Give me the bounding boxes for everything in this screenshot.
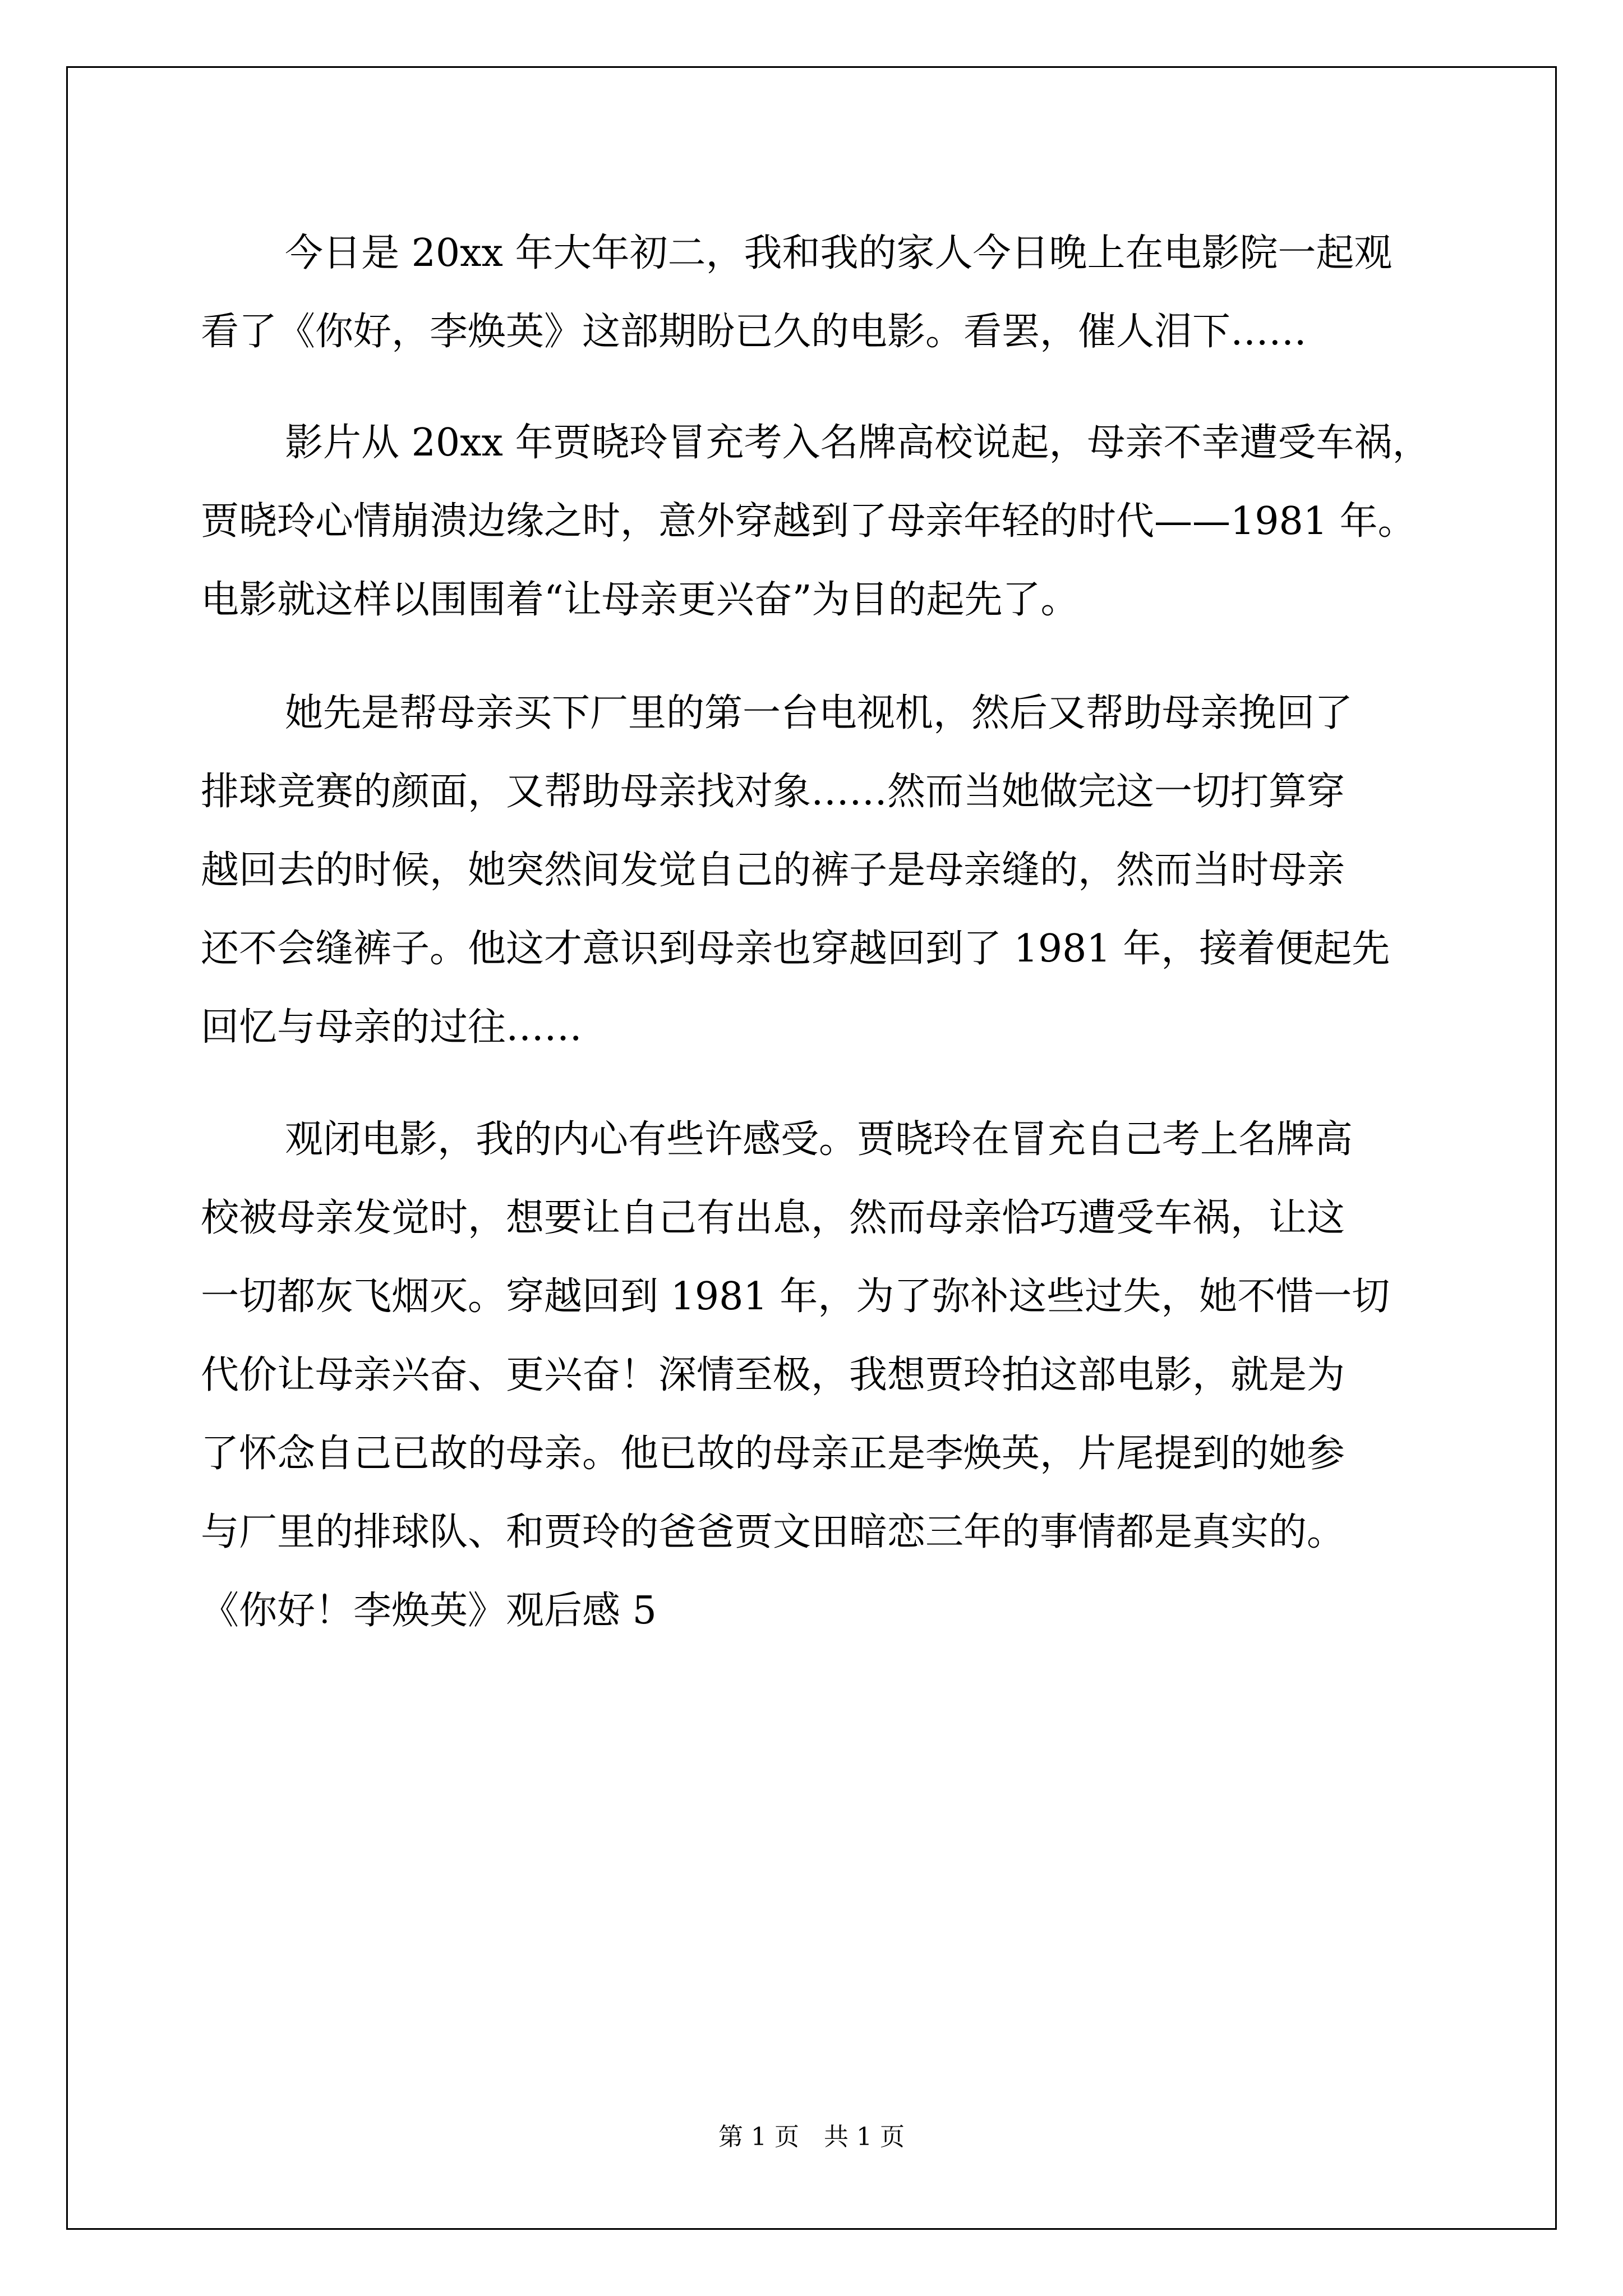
paragraph-3-line-4: 还不会缝裤子。他这才意识到母亲也穿越回到了 1981 年，接着便起先 — [201, 927, 1390, 971]
paragraph-1-line-2: 看了《你好，李焕英》这部期盼已久的电影。看罢，催人泪下…… — [201, 310, 1307, 354]
paragraph-4-line-5: 了怀念自己已故的母亲。他已故的母亲正是李焕英，片尾提到的她参 — [201, 1432, 1345, 1476]
paragraph-4-line-4: 代价让母亲兴奋、更兴奋！深情至极，我想贾玲拍这部电影，就是为 — [201, 1353, 1345, 1397]
paragraph-1-line-1: 今日是 20xx 年大年初二，我和我的家人今日晚上在电影院一起观 — [285, 231, 1393, 275]
paragraph-4-line-3: 一切都灰飞烟灭。穿越回到 1981 年，为了弥补这些过失，她不惜一切 — [201, 1274, 1390, 1319]
paragraph-4-line-6: 与厂里的排球队、和贾玲的爸爸贾文田暗恋三年的事情都是真实的。 — [201, 1510, 1345, 1554]
paragraph-3-line-3: 越回去的时候，她突然间发觉自己的裤子是母亲缝的，然而当时母亲 — [201, 848, 1345, 892]
paragraph-2-line-2: 贾晓玲心情崩溃边缘之时，意外穿越到了母亲年轻的时代——1981 年。 — [201, 499, 1416, 544]
paragraph-3-line-5: 回忆与母亲的过往…… — [201, 1005, 583, 1050]
paragraph-2-line-1: 影片从 20xx 年贾晓玲冒充考入名牌高校说起，母亲不幸遭受车祸， — [285, 421, 1431, 465]
next-section-heading: 《你好！李焕英》观后感 5 — [201, 1589, 657, 1633]
paragraph-3-line-1: 她先是帮母亲买下厂里的第一台电视机，然后又帮助母亲挽回了 — [285, 691, 1353, 735]
paragraph-4-line-1: 观闭电影，我的内心有些许感受。贾晓玲在冒充自己考上名牌高 — [285, 1117, 1353, 1162]
paragraph-2-line-3: 电影就这样以围围着“让母亲更兴奋”为目的起先了。 — [201, 578, 1079, 622]
paragraph-4-line-2: 校被母亲发觉时，想要让自己有出息，然而母亲恰巧遭受车祸，让这 — [201, 1196, 1345, 1240]
page-footer: 第 1 页 共 1 页 — [718, 2123, 905, 2151]
paragraph-3-line-2: 排球竞赛的颜面，又帮助母亲找对象……然而当她做完这一切打算穿 — [201, 770, 1345, 814]
